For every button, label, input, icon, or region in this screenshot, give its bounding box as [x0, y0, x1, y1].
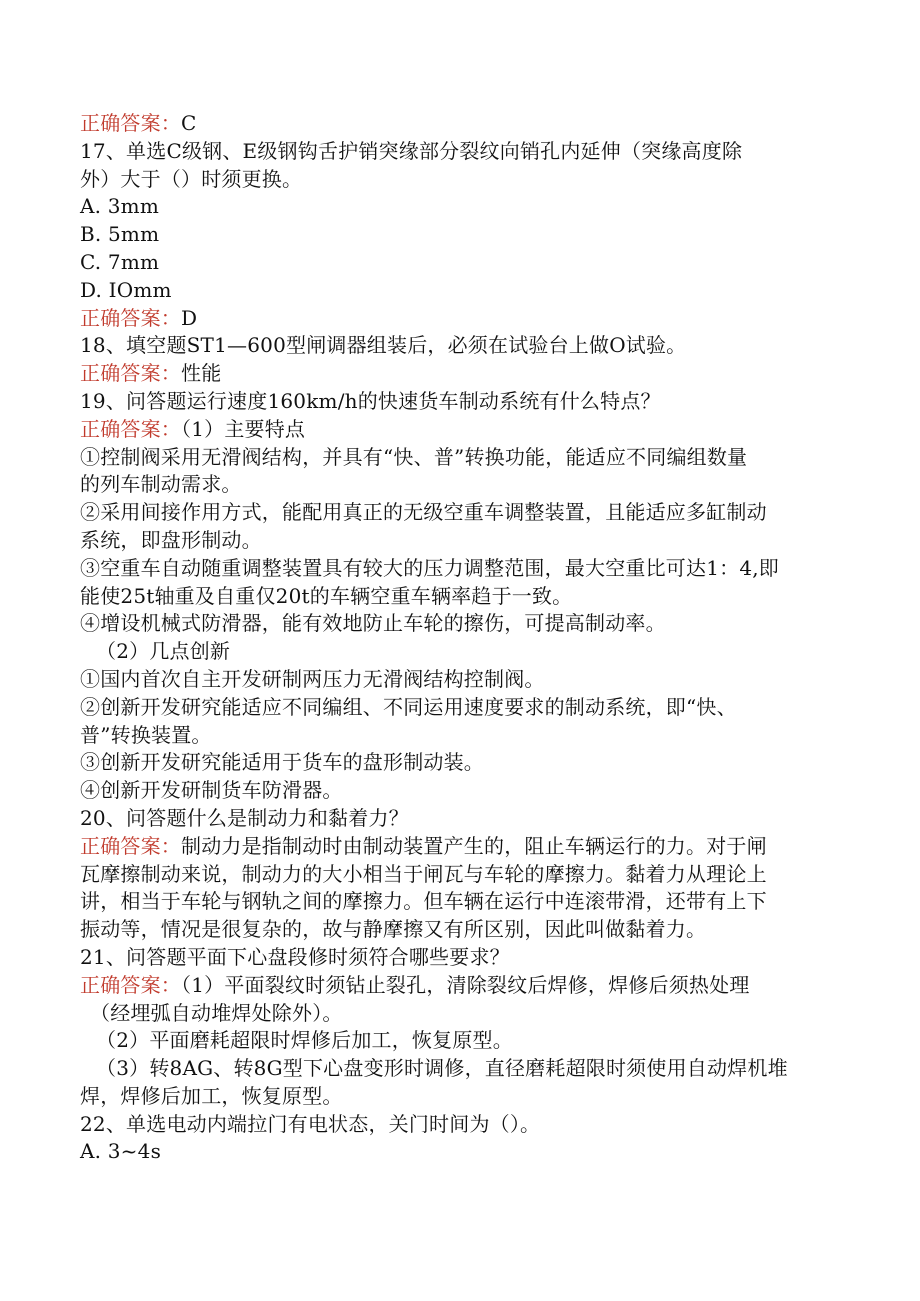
answer-19-line-7: 能使25t轴重及自重仅20t的车辆空重车辆率趋于一致。	[80, 583, 573, 608]
option-b: B. 5mm	[80, 222, 160, 247]
question-22: 22、单选电动内端拉门有电状态，关门时间为（）。	[80, 1111, 541, 1136]
option-c: C. 7mm	[80, 249, 160, 274]
answer-label: 正确答案：	[80, 305, 181, 330]
answer-19-line-3: 的列车制动需求。	[80, 472, 242, 497]
answer-20-line-2: 瓦摩擦制动来说，制动力的大小相当于闸瓦与车轮的摩擦力。黏着力从理论上	[80, 861, 767, 886]
answer-20-line-4: 振动等，情况是很复杂的，故与静摩擦又有所区别，因此叫做黏着力。	[80, 917, 707, 942]
option-a: A. 3mm	[80, 194, 160, 219]
answer-text: （1）主要特点	[181, 416, 306, 441]
answer-label: 正确答案：	[80, 111, 181, 135]
option-a: A. 3~4s	[80, 1139, 162, 1164]
answer-line-18	[80, 360, 840, 388]
question-17-line-1: 17、单选C级钢、E级钢钩舌护销突缘部分裂纹向销孔内延伸（突缘高度除	[80, 138, 743, 163]
answer-21-line-2: （经埋弧自动堆焊处除外）。	[90, 1000, 343, 1025]
answer-line-21	[80, 972, 840, 1000]
answer-19-line-2: ①控制阀采用无滑阀结构，并具有“快、普”转换功能，能适应不同编组数量	[80, 444, 748, 469]
answer-value: 性能	[181, 361, 222, 386]
answer-label: 正确答案：	[80, 361, 181, 386]
question-19: 19、问答题运行速度160km/h的快速货车制动系统有什么特点？	[80, 388, 661, 413]
answer-19-line-4: ②采用间接作用方式，能配用真正的无级空重车调整装置，且能适应多缸制动	[80, 500, 767, 525]
answer-line-16	[80, 110, 840, 138]
answer-19-line-12: 普”转换装置。	[80, 722, 212, 747]
answer-19-line-9: （2）几点创新	[96, 639, 231, 664]
answer-19-line-14: ④创新开发研制货车防滑器。	[80, 778, 343, 803]
answer-line-20	[80, 833, 840, 861]
answer-value: D	[181, 305, 198, 330]
answer-21-line-3: （2）平面磨耗超限时焊修后加工，恢复原型。	[96, 1028, 513, 1053]
answer-19-line-13: ③创新开发研究能适用于货车的盘形制动装。	[80, 750, 484, 775]
question-20: 20、问答题什么是制动力和黏着力？	[80, 805, 409, 830]
answer-line-19	[80, 416, 840, 444]
answer-label: 正确答案：	[80, 833, 181, 858]
question-17-line-2: 外）大于（）时须更换。	[80, 166, 303, 191]
answer-20-line-3: 讲，相当于车轮与钢轨之间的摩擦力。但车辆在运行中连滚带滑，还带有上下	[80, 889, 767, 914]
answer-label: 正确答案：	[80, 416, 181, 441]
document-body	[80, 110, 840, 1166]
answer-line-17	[80, 305, 840, 333]
answer-text: （1）平面裂纹时须钻止裂孔，清除裂纹后焊修，焊修后须热处理	[181, 972, 750, 997]
answer-label: 正确答案：	[80, 972, 181, 997]
question-18: 18、填空题ST1—600型闸调器组装后，必须在试验台上做O试验。	[80, 333, 687, 358]
answer-21-line-5: 焊，焊修后加工，恢复原型。	[80, 1083, 343, 1108]
option-d: D. IOmm	[80, 277, 172, 302]
answer-19-line-10: ①国内首次自主开发研制两压力无滑阀结构控制阀。	[80, 666, 545, 691]
answer-19-line-5: 系统，即盘形制动。	[80, 527, 262, 552]
answer-value: C	[181, 111, 197, 135]
question-21: 21、问答题平面下心盘段修时须符合哪些要求？	[80, 944, 510, 969]
answer-21-line-4: （3）转8AG、转8G型下心盘变形时调修，直径磨耗超限时须使用自动焊机堆	[96, 1056, 788, 1081]
answer-19-line-6: ③空重车自动随重调整装置具有较大的压力调整范围，最大空重比可达1：4,即	[80, 555, 780, 580]
answer-text: 制动力是指制动时由制动装置产生的，阻止车辆运行的力。对于闸	[181, 833, 767, 858]
answer-19-line-8: ④增设机械式防滑器，能有效地防止车轮的擦伤，可提高制动率。	[80, 611, 666, 636]
answer-19-line-11: ②创新开发研究能适应不同编组、不同运用速度要求的制动系统，即“快、	[80, 694, 737, 719]
